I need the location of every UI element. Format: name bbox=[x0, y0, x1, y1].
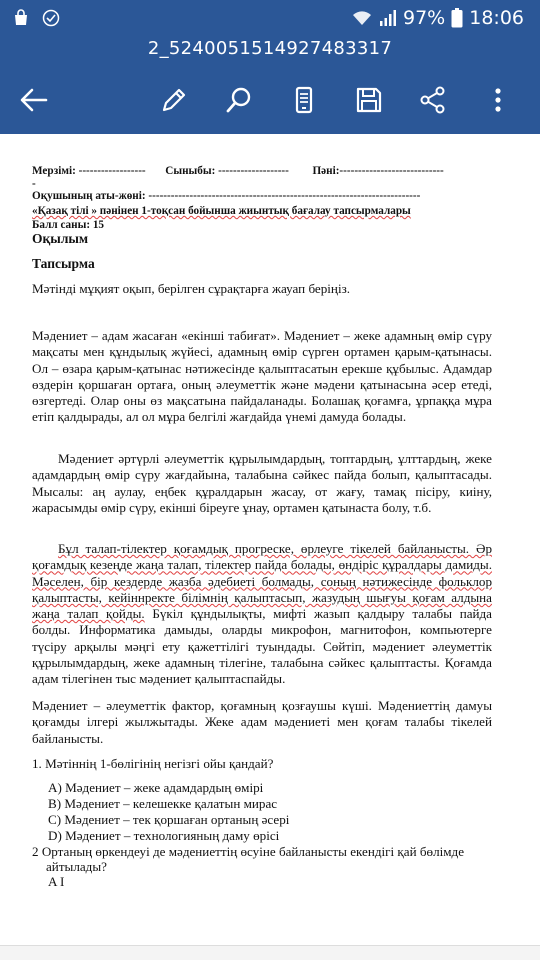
paragraph-3-rest: Бүкіл құндылықты, мифті жазып қалдыру талабы пайда болды. Информатика дамыды, оларды микрофон, магнитофон, компьютерге түсіру арқылы мәңгі ету қажеттілігі туындады. Сөйтіп, мәдениет әлеуметтік құрылымдардың, жеке адамның тілегіне, талабына сәйкес қалыптасты. Қоғамда адам тілегінен тыс мәдениет қалыптаспайды. bbox=[32, 606, 492, 687]
instruction: Мәтінді мұқият оқып, берілген сұрақтарға жауап беріңіз. bbox=[32, 281, 351, 296]
task-title: Тапсырма bbox=[32, 256, 95, 271]
app-bar bbox=[0, 0, 540, 134]
question-1: 1. Мәтіннің 1-бөлігінің негізгі ойы қандай? bbox=[32, 756, 274, 771]
gallery-icon bbox=[42, 9, 60, 27]
question-2-answer: A I bbox=[48, 874, 65, 889]
document-filename: 2_5240051514927483317 bbox=[147, 38, 393, 59]
pencil-icon bbox=[159, 85, 189, 115]
question-1-option-d: D) Мәдениет – технологияның даму өрісі bbox=[48, 828, 280, 843]
paragraph-3 bbox=[32, 541, 492, 688]
battery-icon bbox=[451, 8, 463, 28]
status-right bbox=[351, 7, 524, 29]
student-name-line: Оқушының аты-жөні: ------------------------------------------------------------------------- bbox=[32, 190, 421, 202]
assessment-title bbox=[32, 205, 411, 218]
more-options-button[interactable] bbox=[478, 80, 518, 120]
search-button[interactable] bbox=[219, 80, 259, 120]
meta-line-1 bbox=[32, 165, 444, 178]
clock: 18:06 bbox=[469, 7, 524, 29]
question-1-option-b: B) Мәдениет – келешекке қалатын мирас bbox=[48, 796, 278, 811]
question-1-option-c: C) Мәдениет – тек қоршаған ортаның әсері bbox=[48, 812, 290, 827]
search-icon bbox=[224, 85, 254, 115]
share-button[interactable] bbox=[413, 80, 453, 120]
score-line: Балл саны: 15 bbox=[32, 219, 105, 231]
back-button[interactable] bbox=[14, 80, 54, 120]
status-bar bbox=[0, 0, 540, 36]
class-label: Сыныбы: ------------------- bbox=[165, 165, 289, 177]
notification-icons bbox=[12, 9, 60, 27]
paragraph-4: Мәдениет – әлеуметтік фактор, қоғамның қозғаушы күші. Мәдениеттің дамуы қоғамды ілгері жылжытады. Жеке адам мәдениеті мен қоғам талабы тікелей байланысты. bbox=[32, 698, 492, 746]
term-label: Мерзімі: ------------------ bbox=[32, 165, 146, 177]
mobile-view-button[interactable] bbox=[284, 80, 324, 120]
arrow-left-icon bbox=[18, 84, 50, 116]
edit-button[interactable] bbox=[154, 80, 194, 120]
meta-dash: - bbox=[32, 178, 36, 190]
paragraph-2: Мәдениет әртүрлі әлеуметтік құрылымдардың, топтардың, ұлттардың, жеке адамдардың өмір сүру жағдайына, талабына сәйкес пайда болып, қалыптасады. Мысалы: аң аулау, еңбек құралдарын жасау, от жағу, тамақ пісіру, киіну, жарасымды өмір сүру, екінші біреуге ұнау, ортамен қатынаста болу, т.б. bbox=[32, 451, 492, 515]
paragraph-3-underlined: Бұл талап-тілектер қоғамдық прогреске, өрлеуге тікелей байланысты. Әр қоғамдық кезеңде жаңа талап, тілектер пайда болады, өндіріс құралдары дамиды. Мәселен, бір кездерде жазба әдебиеті болмады, соның нәтижесінде фольклор қалыптасты, кейіннректе білімнің қалыптасып, жазудың шығуы қоғам алдына жаңа талап қойды. bbox=[32, 541, 492, 622]
shopping-bag-icon bbox=[12, 9, 30, 27]
share-icon bbox=[418, 85, 448, 115]
signal-icon bbox=[379, 9, 397, 27]
floppy-disk-icon bbox=[354, 85, 384, 115]
toolbar bbox=[0, 80, 540, 120]
question-2-line-1: 2 Ортаның өркендеуі де мәдениеттің өсуіне байланысты екендігі қай бөлімде bbox=[32, 844, 465, 859]
battery-percent: 97% bbox=[403, 7, 446, 29]
mobile-view-icon bbox=[289, 85, 319, 115]
navigation-bar bbox=[0, 945, 540, 960]
section-title: Оқылым bbox=[32, 231, 89, 246]
subject-label: Пәні:---------------------------- bbox=[312, 165, 444, 177]
wifi-icon bbox=[351, 9, 373, 27]
paragraph-1: Мәдениет – адам жасаған «екінші табиғат». Мәдениет – жеке адамның өмір сүру мақсаты мен құндылық жүйесі, адамның өмір сүрген ортамен қарым-қатынасы. Ол – өзара қарым-қатынас нәтижесінде қалыптасатын ерекше құбылыс. Адамдар өздерін қоршаған ортаға, оның әлеуметтік және мәдени қатынасына әсер етеді, өзгертеді. Олар оны өз мақсатына пайдаланады. Болашақ қоғамға, ұрпаққа мұра етіп қалдырады, ал ол мұра белгілі жағдайда үнемі дамуда болады. bbox=[32, 328, 492, 425]
question-1-option-a: A) Мәдениет – жеке адамдардың өмірі bbox=[48, 780, 264, 795]
more-vertical-icon bbox=[488, 85, 508, 115]
save-button[interactable] bbox=[349, 80, 389, 120]
document-page[interactable] bbox=[0, 134, 540, 960]
question-2-line-2: айтылады? bbox=[46, 859, 107, 874]
assessment-title-text: «Қазақ тілі » пәнінен 1-тоқсан бойынша жиынтық бағалау тапсырмалары bbox=[32, 205, 411, 217]
